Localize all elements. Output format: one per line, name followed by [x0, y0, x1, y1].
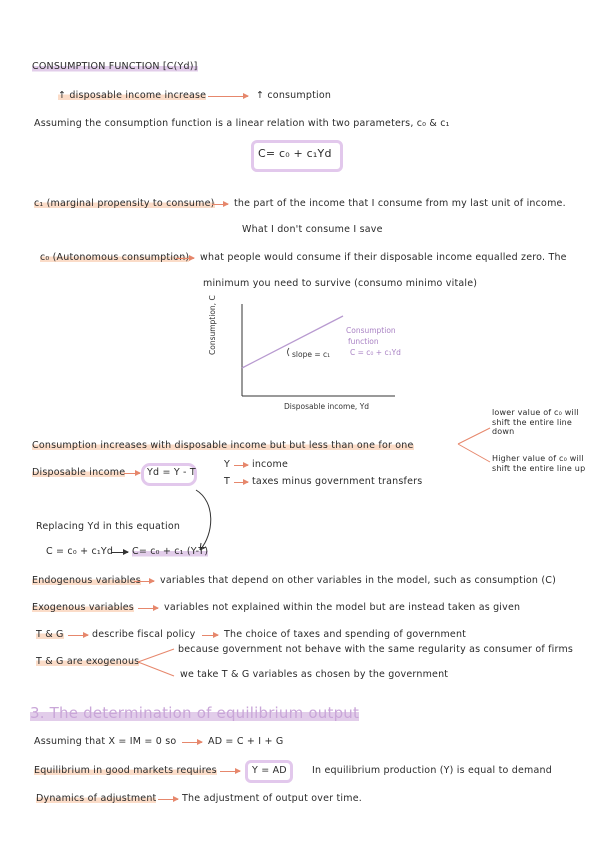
arrow-c0: [176, 258, 194, 259]
arrow-endogenous: [134, 581, 154, 582]
dynamics-term: Dynamics of adjustment: [36, 793, 157, 804]
graph-line-label-1: Consumption: [346, 326, 396, 335]
consumption-increase-text: ↑ consumption: [256, 90, 332, 101]
exogenous-term: Exogenous variables: [32, 602, 134, 613]
tg-term: T & G: [36, 629, 64, 640]
equilibrium-text: Equilibrium in good markets requires: [34, 765, 217, 776]
tg-branches: [136, 646, 176, 680]
arrow-tg-2: [202, 635, 218, 636]
graph-slope-label: slope = c₁: [292, 350, 331, 359]
endogenous-definition: variables that depend on other variables in the model, such as consumption (C): [160, 575, 557, 586]
replacing-text: Replacing Yd in this equation: [36, 521, 181, 532]
arrow-disposable: [124, 473, 140, 474]
page-heading: CONSUMPTION FUNCTION [C(Yd)]: [32, 61, 198, 72]
income-increase-text: ↑ disposable income increase: [58, 90, 207, 101]
assuming-text: Assuming that X = IM = 0 so: [34, 736, 177, 747]
c0-definition-2: minimum you need to survive (consumo minimo vitale): [203, 278, 478, 289]
t-definition: taxes minus government transfers: [252, 476, 423, 487]
tg-definition-2: The choice of taxes and spending of government: [224, 629, 467, 640]
tg-exogenous-term: T & G are exogenous: [36, 656, 140, 667]
assumption-text: Assuming the consumption function is a linear relation with two parameters, c₀ & c₁: [34, 118, 450, 129]
slope-mark: [288, 348, 290, 356]
arrow-formula2: [112, 552, 128, 553]
higher-c0-note: Higher value of c₀ will shift the entire line up: [492, 454, 586, 473]
endogenous-term: Endogenous variables: [32, 575, 141, 586]
tg-reason-1: because government not behave with the same regularity as consumer of firms: [178, 644, 574, 655]
formula2-right: C= c₀ + c₁ (Y-T): [132, 546, 209, 557]
exogenous-definition: variables not explained within the model but are instead taken as given: [164, 602, 521, 613]
lower-c0-note: lower value of c₀ will shift the entire line down: [492, 408, 579, 437]
arrow-y: [234, 465, 248, 466]
c1-definition-2: What I don't consume I save: [242, 224, 383, 235]
section-3-title: 3. The determination of equilibrium output: [30, 704, 360, 722]
arrow-c1: [212, 204, 228, 205]
arrow-1: [208, 96, 248, 97]
arrow-assuming: [182, 742, 202, 743]
c0-definition: what people would consume if their disposable income equalled zero. The: [200, 252, 567, 263]
side-note-branches: [456, 424, 492, 468]
arrow-exogenous: [138, 608, 158, 609]
c1-definition: the part of the income that I consume from my last unit of income.: [234, 198, 566, 209]
tg-reason-2: we take T & G variables as chosen by the government: [180, 669, 449, 680]
arrow-t: [234, 482, 248, 483]
y-definition: income: [252, 459, 288, 470]
equilibrium-explanation: In equilibrium production (Y) is equal to demand: [312, 765, 552, 776]
arrow-equilibrium: [220, 771, 240, 772]
disposable-income-label: Disposable income: [32, 467, 126, 478]
tg-definition: describe fiscal policy: [92, 629, 196, 640]
dynamics-definition: The adjustment of output over time.: [182, 793, 362, 804]
arrow-tg: [68, 635, 88, 636]
c0-term: c₀ (Autonomous consumption): [40, 252, 190, 263]
consumption-formula: C= c₀ + c₁Yd: [258, 147, 332, 160]
y-symbol: Y: [224, 459, 231, 470]
c1-term: c₁ (marginal propensity to consume): [34, 198, 215, 209]
disposable-formula: Yd = Y - T: [147, 467, 196, 478]
ad-equation: AD = C + I + G: [208, 736, 284, 747]
graph-line-label-2: function: [348, 337, 379, 346]
consumption-line: [242, 316, 343, 368]
equilibrium-formula: Y = AD: [252, 765, 287, 776]
consumption-increases-text: Consumption increases with disposable income but but less than one for one: [32, 440, 414, 451]
t-symbol: T: [224, 476, 231, 487]
arrow-dynamics: [158, 799, 178, 800]
graph-xlabel: Disposable income, Yd: [284, 402, 370, 411]
graph-line-label-3: C = c₀ + c₁Yd: [350, 348, 401, 357]
formula2-left: C = c₀ + c₁Yd: [46, 546, 114, 557]
graph-ylabel: Consumption, C: [208, 295, 217, 355]
